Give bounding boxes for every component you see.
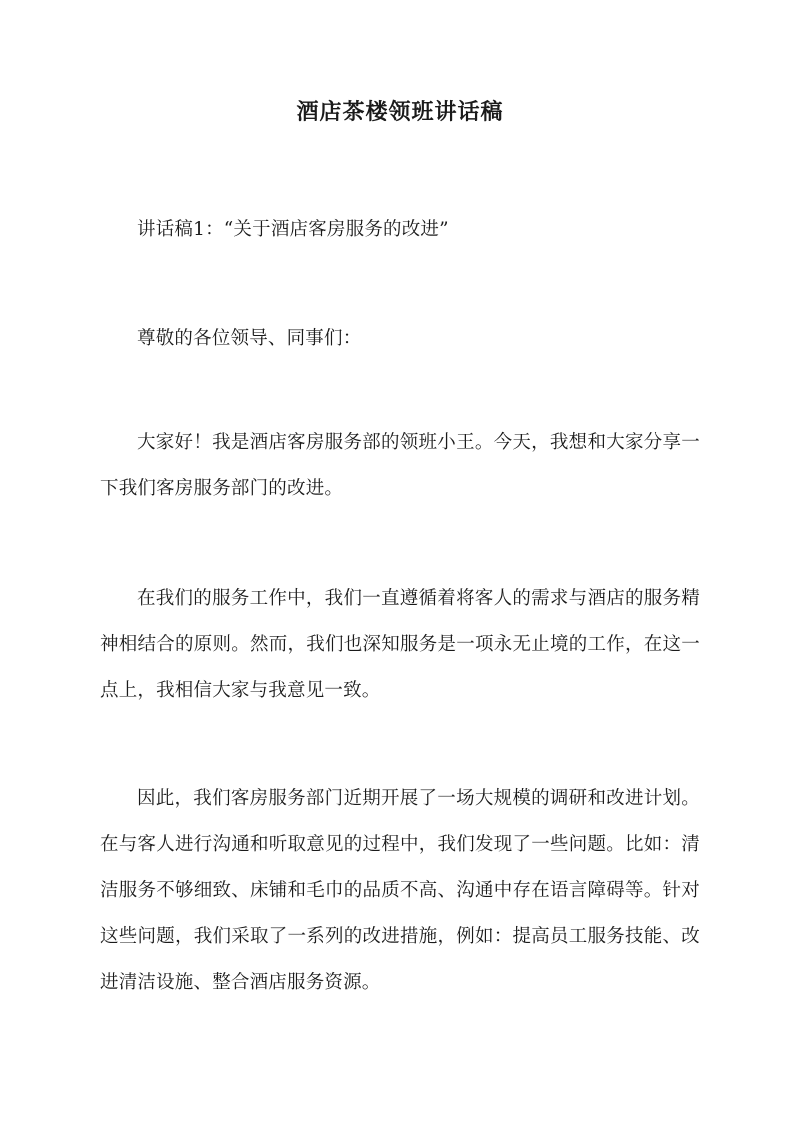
- greeting: 尊敬的各位领导、同事们：: [137, 328, 362, 349]
- paragraph: 大家好！我是酒店客房服务部的领班小王。今天，我想和大家分享一下我们客房服务部门的改进。: [100, 432, 700, 499]
- speech-heading: 讲话稿1：“关于酒店客房服务的改进”: [137, 219, 449, 240]
- document-title: 酒店茶楼领班讲话稿: [296, 99, 504, 125]
- paragraph: 因此，我们客房服务部门近期开展了一场大规模的调研和改进计划。在与客人进行沟通和听取意见的过程中，我们发现了一些问题。比如：清洁服务不够细致、床铺和毛巾的品质不高、沟通中存在语言障碍等。针对这些问题，我们采取了一系列的改进措施，例如：提高员工服务技能、改进清洁设施、整合酒店服务资源。: [100, 788, 700, 993]
- paragraph: 在我们的服务工作中，我们一直遵循着将客人的需求与酒店的服务精神相结合的原则。然而，我们也深知服务是一项永无止境的工作，在这一点上，我相信大家与我意见一致。: [100, 588, 700, 701]
